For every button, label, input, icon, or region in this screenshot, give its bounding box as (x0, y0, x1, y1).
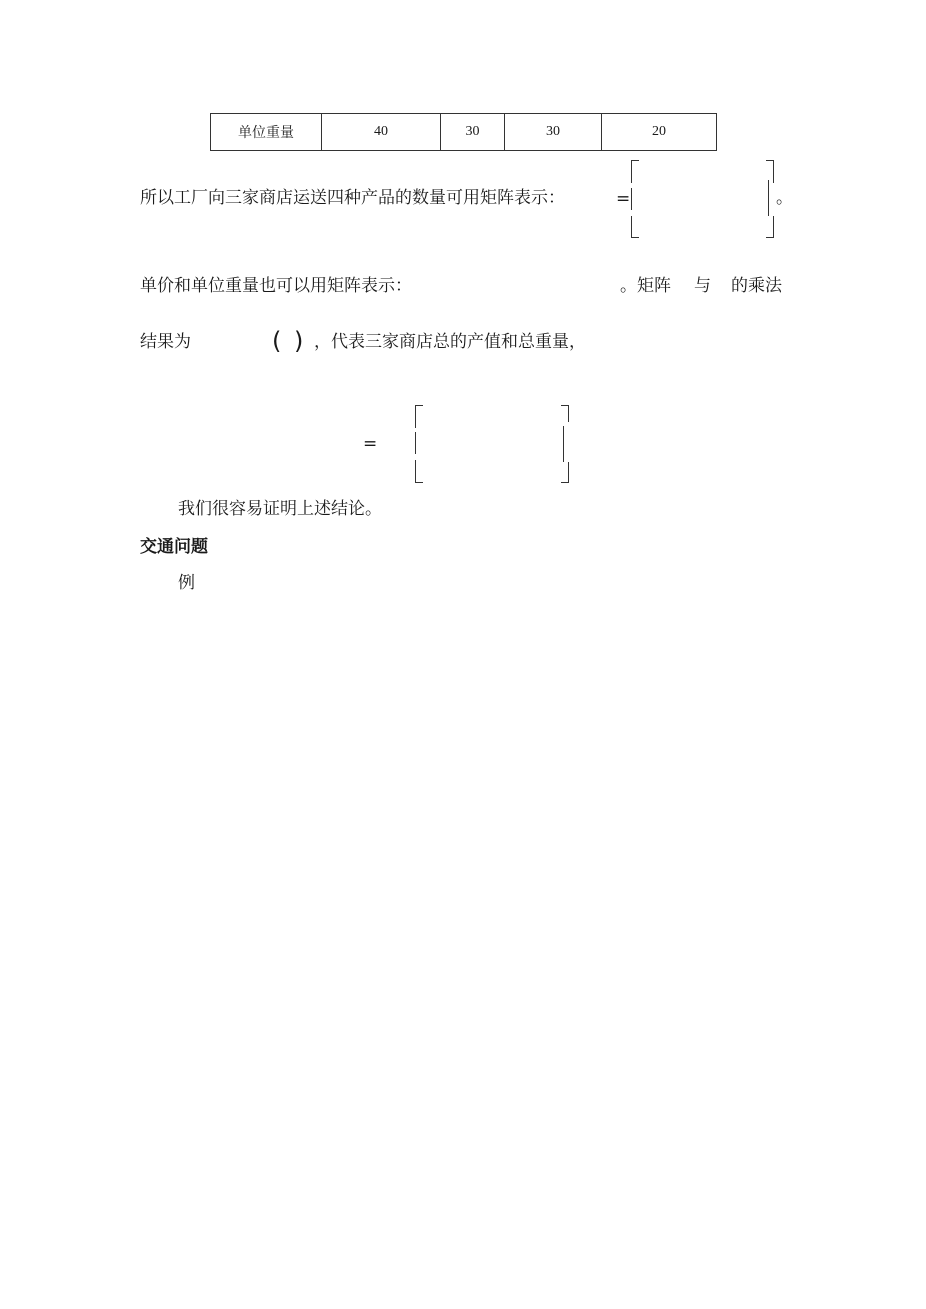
matrix-word: 。矩阵 (620, 276, 671, 296)
section-heading: 交通问题 (140, 537, 208, 557)
table-cell: 20 (602, 114, 717, 151)
multiplication-word: 的乘法 (731, 276, 782, 296)
table-row (211, 114, 717, 151)
quantity-matrix-sentence: 所以工厂向三家商店运送四种产品的数量可用矩阵表示： (140, 188, 565, 208)
table-row-label: 单位重量 (211, 114, 322, 151)
equals-sign: = (616, 189, 631, 209)
proof-sentence: 我们很容易证明上述结论。 (178, 499, 382, 519)
result-description: ，代表三家商店总的产值和总重量， (314, 332, 586, 352)
price-weight-sentence: 单价和单位重量也可以用矩阵表示： (140, 276, 412, 296)
sentence-period: 。 (776, 188, 793, 208)
example-label: 例 (178, 573, 195, 593)
table-cell: 40 (322, 114, 441, 151)
paren-open: ( (272, 327, 282, 355)
result-lead: 结果为 (140, 332, 191, 352)
table-cell: 30 (505, 114, 602, 151)
unit-weight-table (210, 113, 717, 151)
and-word: 与 (694, 276, 711, 296)
paren-close: ) (294, 327, 304, 355)
equation-equals-sign: = (363, 434, 378, 454)
table-cell: 30 (441, 114, 505, 151)
